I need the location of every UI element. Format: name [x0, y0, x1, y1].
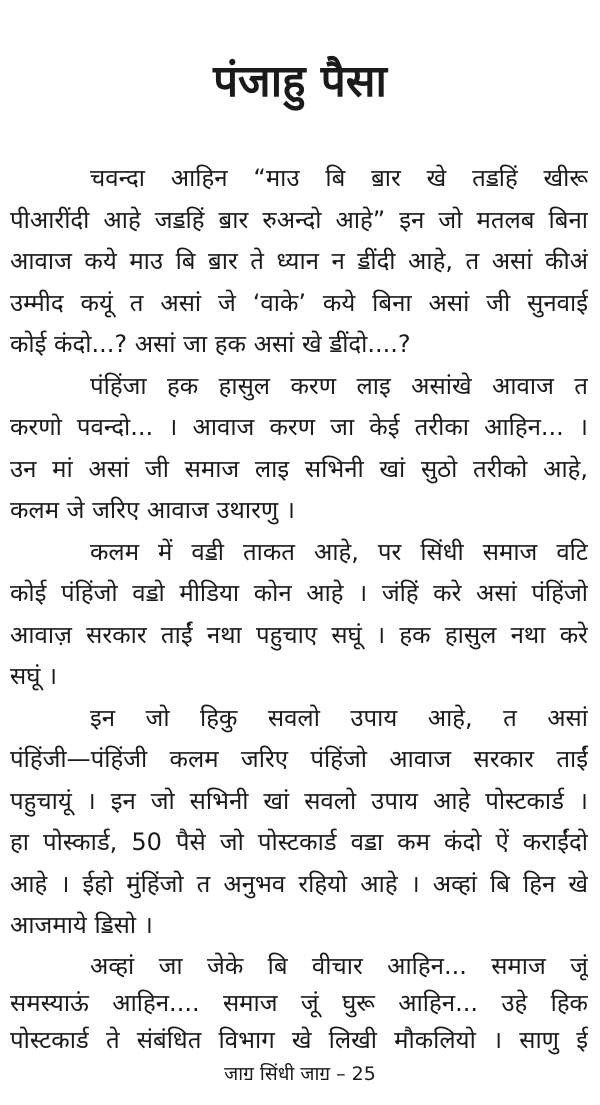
page-footer: जाॻ सिंधी जाॻ – 25 [224, 1063, 376, 1085]
text-line: पीआरींदी आहे जॾहिं ॿार रुअन्दो आहे” इन जो मतलब बिना [10, 206, 588, 234]
text-line: उन मां असां जी समाज लाइ सभिनी खां सुठो तरीको आहे, [10, 455, 588, 483]
text-line: सघूं । [10, 662, 58, 690]
text-line: कलम जे जरिए आवाज उथारणु । [10, 496, 295, 524]
page-title: पंजाहु पैसा [213, 56, 387, 107]
text-line: इन जो हिकु सवलो उपाय आहे, त असां [90, 704, 588, 732]
text-line: समस्याऊं आहिन.... समाज जूं घुरू आहिन... उहे हिक [10, 989, 588, 1017]
text-line: कोई पंहिंजो वॾो मीडिया कोन आहे । जंहिं करे असां पंहिंजो [10, 579, 588, 607]
text-line: हा पोस्कार्ड, 50 पैसे जो पोस्टकार्ड वॾा कम कंदो ऐं कराईंदो [10, 828, 588, 856]
text-line: पंहिंजी—पंहिंजी कलम जरिए पंहिंजो आवाज सरकार ताईं [10, 745, 588, 773]
text-line: पंहिंजा हक हासुल करण लाइ असांखे आवाज त [90, 372, 588, 400]
text-line: आवाज़ सरकार ताईं नथा पहुचाए सघूं । हक हासुल नथा करे [10, 621, 588, 649]
text-line: आजमाये ॾिसो । [10, 911, 153, 939]
text-line: पहुचायूं । इन जो सभिनी खां सवलो उपाय आहे पोस्टकार्ड । [10, 787, 588, 815]
text-line: कलम में वॾी ताकत आहे, पर सिंधी समाज वटि [90, 538, 588, 566]
text-line: आहे । ईहो मुंहिंजो त अनुभव रहियो आहे । अव्हां बि हिन खे [10, 870, 588, 898]
text-line: कोई कंदो...? असां जा हक असां खे ॾींदो....? [10, 330, 411, 358]
text-line: आवाज कये माउ बि ॿार ते ध्यान न ॾींदी आहे, त असां कीअं [10, 247, 588, 275]
text-line: करणो पवन्दो... । आवाज करण जा केई तरीका आहिन... । [10, 413, 588, 441]
text-line: अव्हां जा जेके बि वीचार आहिन... समाज जूं [90, 952, 588, 980]
text-line: उम्मीद कयूं त असां जे ‘वाके’ कये बिना असां जी सुनवाई [10, 289, 588, 317]
text-line: पोस्टकार्ड ते संबंधित विभाग खे लिखी मौकलियो । साणु ई [10, 1026, 588, 1054]
text-line: चवन्दा आहिन “माउ बि ॿार खे तॾहिं खीरू [90, 164, 588, 192]
